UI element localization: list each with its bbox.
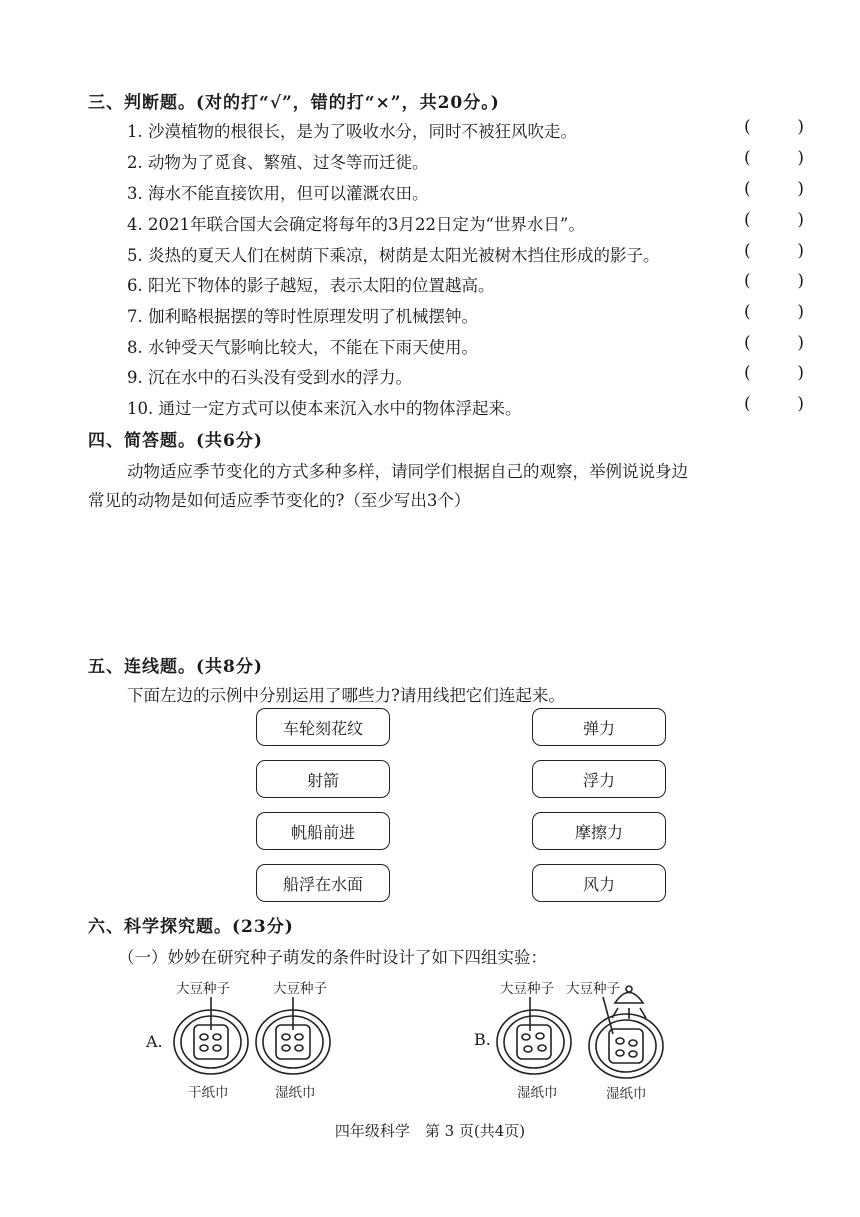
seed-experiment-figure: [0, 960, 860, 1080]
paren-open: (: [744, 302, 751, 322]
question-3: 3. 海水不能直接饮用，但可以灌溉农田。: [127, 184, 429, 203]
dish-a2-icon: [256, 997, 330, 1074]
experiment-intro: （一）妙妙在研究种子萌发的条件时设计了如下四组实验：: [118, 948, 547, 967]
paren-open: (: [744, 363, 751, 383]
paren-open: (: [744, 271, 751, 291]
figB-towel-1: 湿纸巾: [517, 1085, 558, 1101]
paren-close: ): [797, 241, 804, 261]
right-item-friction[interactable]: 摩擦力: [532, 812, 666, 850]
question-8: 8. 水钟受天气影响比较大，不能在下雨天使用。: [127, 338, 478, 357]
dish-b2-with-lamp-icon: [589, 986, 663, 1078]
figA-seed-label-2: 大豆种子: [273, 981, 327, 997]
paren-close: ): [797, 210, 804, 230]
paren-open: (: [744, 241, 751, 261]
figB-seed-label-1: 大豆种子: [500, 981, 554, 997]
answer-blank-5[interactable]: [744, 241, 804, 261]
question-10: 10. 通过一定方式可以使本来沉入水中的物体浮起来。: [127, 399, 522, 418]
paren-close: ): [797, 117, 804, 137]
right-item-elastic-force[interactable]: 弹力: [532, 708, 666, 746]
answer-blank-4[interactable]: [744, 210, 804, 230]
answer-blank-10[interactable]: [744, 394, 804, 414]
right-item-wind-force[interactable]: 风力: [532, 864, 666, 902]
left-item-sailboat[interactable]: 帆船前进: [256, 812, 390, 850]
dish-a1-icon: [174, 997, 248, 1074]
paren-close: ): [797, 179, 804, 199]
left-item-archery[interactable]: 射箭: [256, 760, 390, 798]
question-7: 7. 伽利略根据摆的等时性原理发明了机械摆钟。: [127, 307, 478, 326]
figA-label: A.: [146, 1032, 163, 1051]
short-answer-prompt-line-1: 动物适应季节变化的方式多种多样，请同学们根据自己的观察，举例说说身边: [127, 462, 688, 481]
paren-open: (: [744, 210, 751, 230]
page-footer: 四年级科学 第 3 页(共4页): [334, 1122, 526, 1140]
question-6: 6. 阳光下物体的影子越短，表示太阳的位置越高。: [127, 276, 495, 295]
answer-blank-3[interactable]: [744, 179, 804, 199]
paren-open: (: [744, 394, 751, 414]
answer-blank-9[interactable]: [744, 363, 804, 383]
left-item-boat-floating[interactable]: 船浮在水面: [256, 864, 390, 902]
short-answer-prompt-line-2: 常见的动物是如何适应季节变化的?（至少写出3个）: [88, 491, 471, 510]
right-item-buoyancy[interactable]: 浮力: [532, 760, 666, 798]
section-5-title: 五、连线题。(共8分): [88, 657, 263, 677]
section-3-title: 三、判断题。(对的打“√”，错的打“×”，共20分。): [88, 93, 500, 113]
matching-prompt: 下面左边的示例中分别运用了哪些力?请用线把它们连起来。: [127, 686, 565, 705]
question-5: 5. 炎热的夏天人们在树荫下乘凉，树荫是太阳光被树木挡住形成的影子。: [127, 246, 660, 265]
paren-open: (: [744, 333, 751, 353]
paren-close: ): [797, 148, 804, 168]
paren-open: (: [744, 179, 751, 199]
question-4: 4. 2021年联合国大会确定将每年的3月22日定为“世界水日”。: [127, 215, 585, 234]
figA-towel-2: 湿纸巾: [275, 1085, 316, 1101]
question-9: 9. 沉在水中的石头没有受到水的浮力。: [127, 368, 412, 387]
paren-open: (: [744, 117, 751, 137]
left-item-wheel-pattern[interactable]: 车轮刻花纹: [256, 708, 390, 746]
answer-blank-1[interactable]: [744, 117, 804, 137]
paren-close: ): [797, 333, 804, 353]
answer-blank-6[interactable]: [744, 271, 804, 291]
answer-blank-2[interactable]: [744, 148, 804, 168]
paren-close: ): [797, 363, 804, 383]
figB-label: B.: [474, 1030, 491, 1049]
question-2: 2. 动物为了觅食、繁殖、过冬等而迁徙。: [127, 153, 429, 172]
answer-blank-7[interactable]: [744, 302, 804, 322]
paren-close: ): [797, 302, 804, 322]
paren-open: (: [744, 148, 751, 168]
paren-close: ): [797, 394, 804, 414]
paren-close: ): [797, 271, 804, 291]
figB-seed-label-2: 大豆种子: [566, 981, 620, 997]
dish-b1-icon: [497, 997, 571, 1074]
section-6-title: 六、科学探究题。(23分): [88, 917, 294, 937]
answer-blank-8[interactable]: [744, 333, 804, 353]
figB-towel-2: 湿纸巾: [606, 1086, 647, 1102]
figA-towel-1: 干纸巾: [188, 1085, 229, 1101]
question-1: 1. 沙漠植物的根很长，是为了吸收水分，同时不被狂风吹走。: [127, 122, 577, 141]
section-4-title: 四、简答题。(共6分): [88, 431, 263, 451]
figA-seed-label-1: 大豆种子: [176, 981, 230, 997]
